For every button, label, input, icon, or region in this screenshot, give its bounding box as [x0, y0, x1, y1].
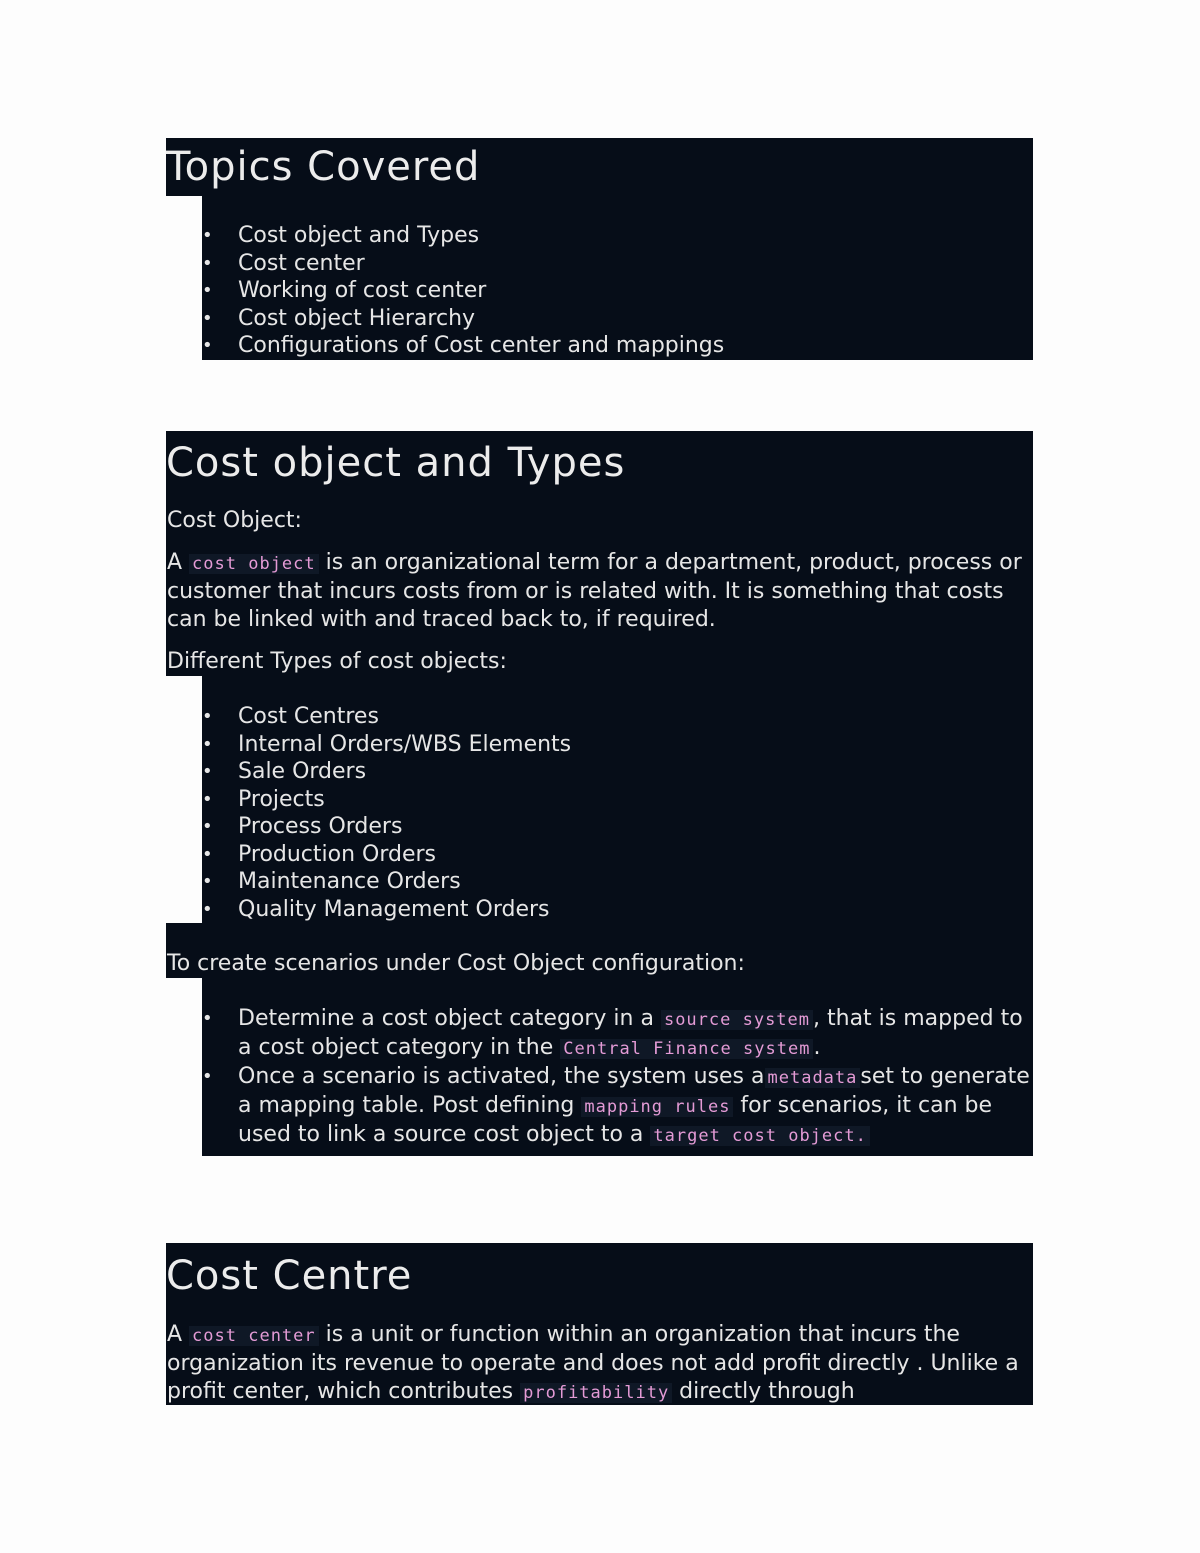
bullet-icon: • [202, 816, 213, 837]
cost-object-title: Cost object and Types [166, 431, 1033, 493]
list-item: • Determine a cost object category in a source system , that is mapped to a cost object category in the Central Finance system . [202, 1006, 1023, 1060]
list-item: • Maintenance Orders [202, 869, 461, 894]
inline-code: Central Finance system [560, 1039, 813, 1059]
scenario-list [202, 1005, 1033, 1156]
scenario-heading: To create scenarios under Cost Object configuration: [166, 950, 1033, 978]
list-item: • Once a scenario is activated, the system uses a metadata set to generate a mapping table. Post defining mapping rules for scenarios, it can be used to link a source cost object to a target cost object. [202, 1064, 1030, 1147]
list-item: • Quality Management Orders [202, 896, 550, 922]
bullet-icon: • [202, 252, 213, 274]
cost-object-section [166, 431, 1033, 1156]
bullet-icon: • [202, 1008, 213, 1029]
cost-object-definition: A cost object is an organizational term for a department, product, process or customer that incurs costs from or is related with. It is something that costs can be linked with and traced back to, if required. [166, 549, 1033, 634]
inline-code: target cost object. [650, 1126, 869, 1146]
list-item: • Cost center [202, 250, 365, 276]
list-item: • Internal Orders/WBS Elements [202, 731, 572, 757]
types-heading: Different Types of cost objects: [166, 648, 1033, 676]
list-item: • Working of cost center [202, 278, 487, 303]
list-item: • Cost Centres [202, 704, 379, 729]
inline-code: cost center [189, 1326, 319, 1346]
bullet-icon: • [202, 706, 213, 727]
list-item: • Production Orders [202, 841, 437, 867]
list-item: • Configurations of Cost center and mappings [202, 333, 725, 358]
bullet-icon: • [202, 1066, 213, 1087]
bullet-icon: • [202, 307, 213, 329]
bullet-icon: • [202, 898, 213, 920]
inline-code: profitability [520, 1383, 672, 1403]
spacer [202, 196, 1033, 222]
inline-code: source system [661, 1010, 813, 1030]
topics-title: Topics Covered [166, 138, 1033, 196]
list-item: • Projects [202, 786, 325, 812]
topics-section [166, 138, 1033, 360]
list-item: • Cost object and Types [202, 223, 480, 248]
inline-code: metadata [765, 1068, 861, 1088]
list-item: • Process Orders [202, 814, 403, 839]
bullet-icon: • [202, 788, 213, 810]
bullet-icon: • [202, 225, 213, 246]
topics-list [202, 222, 1033, 360]
cost-centre-title: Cost Centre [166, 1243, 1033, 1307]
bullet-icon: • [202, 761, 213, 782]
inline-code: mapping rules [581, 1097, 733, 1117]
cost-centre-section [166, 1243, 1033, 1405]
bullet-icon: • [202, 280, 213, 301]
bullet-icon: • [202, 733, 213, 755]
types-list [202, 703, 1033, 923]
cost-centre-definition: A cost center is a unit or function within an organization that incurs the organization its revenue to operate and does not add profit directly . Unlike a profit center, which contributes profitability directly through [166, 1321, 1033, 1405]
bullet-icon: • [202, 843, 213, 865]
bullet-icon: • [202, 335, 213, 356]
list-item: • Sale Orders [202, 759, 367, 784]
bullet-icon: • [202, 871, 213, 892]
inline-code: cost object [189, 554, 319, 574]
list-item: • Cost object Hierarchy [202, 305, 476, 331]
cost-object-subtitle: Cost Object: [166, 507, 1033, 535]
